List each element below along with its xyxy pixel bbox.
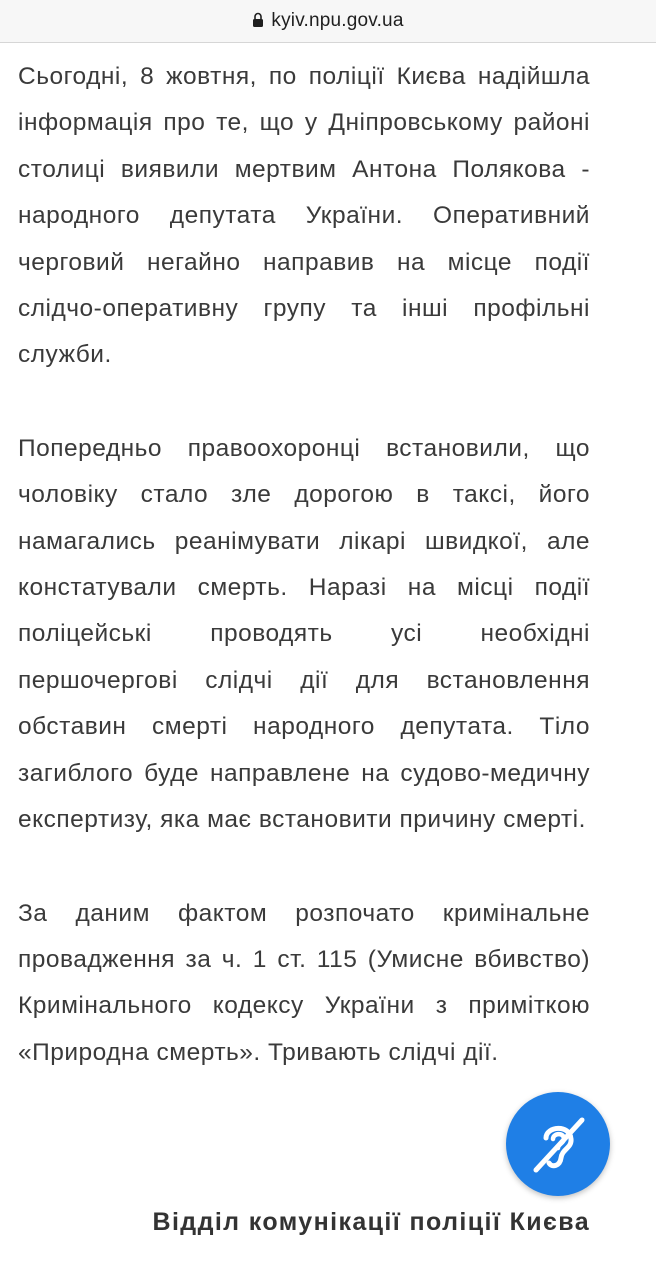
address-bar[interactable] [0,0,656,43]
paragraph-1: Сьогодні, 8 жовтня, по поліції Києва надійшла інформація про те, що у Дніпровському районі столиці виявили мертвим Антона Полякова - народного депутата України. Оперативний черговий негайно направив на місце події слідчо-оперативну групу та інші профільні служби. [18,63,590,369]
hearing-impaired-icon [522,1108,594,1180]
paragraph-2: Попередньо правоохоронці встановили, що чоловіку стало зле дорогою в таксі, його намагались реанімувати лікарі швидкої, але констатували смерть. Наразі на місці події поліцейські проводять усі необхідні першочергові слідчі дії для встановлення обставин смерті народного депутата. Тіло загиблого буде направлене на судово-медичну експертизу, яка має встановити причину смерті. [18,434,590,834]
paragraph-3: За даним фактом розпочато кримінальне провадження за ч. 1 ст. 115 (Умисне вбивство) Кримінального кодексу України з приміткою «Природна смерть». Тривають слідчі дії. [18,899,590,1066]
url-text: kyiv.npu.gov.ua [271,10,404,31]
accessibility-button[interactable] [506,1092,610,1196]
article-body [18,54,590,1076]
article-signature: Відділ комунікації поліції Києва [152,1208,590,1236]
lock-icon [252,12,264,28]
